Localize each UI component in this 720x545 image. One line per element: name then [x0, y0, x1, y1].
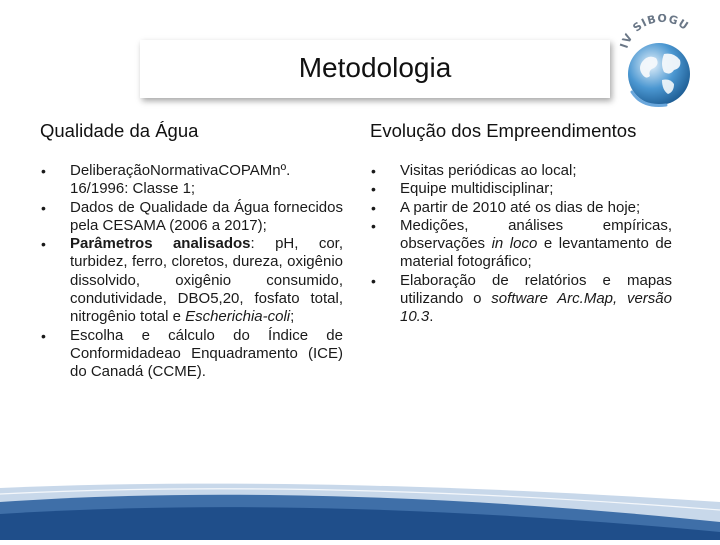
list-item	[370, 162, 672, 180]
bullet-icon: •	[371, 181, 376, 198]
left-column	[40, 120, 343, 382]
wave-decoration	[0, 480, 720, 540]
bullet-icon: •	[41, 199, 46, 216]
left-list	[40, 162, 343, 382]
item-italic: Escherichia-coli	[185, 308, 291, 326]
bullet-icon: •	[371, 163, 376, 179]
list-item	[370, 180, 672, 198]
globe-icon	[612, 14, 712, 114]
bullet-icon: •	[41, 236, 46, 253]
right-column	[370, 120, 672, 327]
bullet-icon: •	[371, 272, 376, 289]
list-item	[40, 162, 343, 199]
item-text: ;	[290, 308, 295, 326]
bullet-icon: •	[41, 163, 46, 179]
item-text: A partir de 2010 até os dias de hoje;	[400, 198, 641, 216]
bullet-icon: •	[41, 327, 46, 344]
item-text: : pH, cor, turbidez, ferro, cloretos, dureza, oxigênio dissolvido, oxigênio consumido, condutividade, DBO5,20, fosfato total, nitrogênio total e	[70, 235, 344, 326]
event-logo	[612, 14, 712, 114]
list-item	[40, 327, 343, 382]
right-heading: Evolução dos Empreendimentos	[370, 120, 637, 141]
slide-title: Metodologia	[298, 52, 452, 83]
item-text: Elaboração de relatórios e mapas utilizando o	[400, 271, 672, 308]
item-text: Equipe multidisciplinar;	[400, 180, 554, 198]
item-italic: in loco	[491, 235, 538, 253]
item-italic: software Arc.Map, versão 10.3	[400, 290, 672, 326]
list-item	[40, 199, 343, 236]
item-text: Escolha e cálculo do Índice de Conformidadeao Enquadramento (ICE) do Canadá (CCME).	[70, 326, 343, 381]
svg-text:IV SIBOGU: IV SIBOGU	[617, 14, 692, 50]
list-item	[370, 217, 672, 272]
bullet-icon: •	[371, 217, 376, 234]
list-item	[370, 272, 672, 327]
item-bold: Parâmetros analisados	[70, 235, 251, 253]
item-text: .	[429, 308, 434, 326]
title-box	[140, 40, 610, 98]
list-item	[40, 235, 343, 326]
item-text: Medições, análises empíricas, observações	[400, 216, 672, 253]
bullet-icon: •	[371, 199, 376, 216]
item-text: DeliberaçãoNormativaCOPAMnº. 16/1996: Classe 1;	[70, 162, 291, 198]
item-text: Dados de Qualidade da Água fornecidos pela CESAMA (2006 a 2017);	[70, 198, 343, 234]
left-heading: Qualidade da Água	[40, 120, 199, 141]
item-text: Visitas periódicas ao local;	[400, 162, 577, 179]
list-item	[370, 199, 672, 217]
item-text: e levantamento de material fotográfico;	[400, 235, 673, 271]
footer-band	[0, 480, 720, 540]
right-list	[370, 162, 672, 327]
